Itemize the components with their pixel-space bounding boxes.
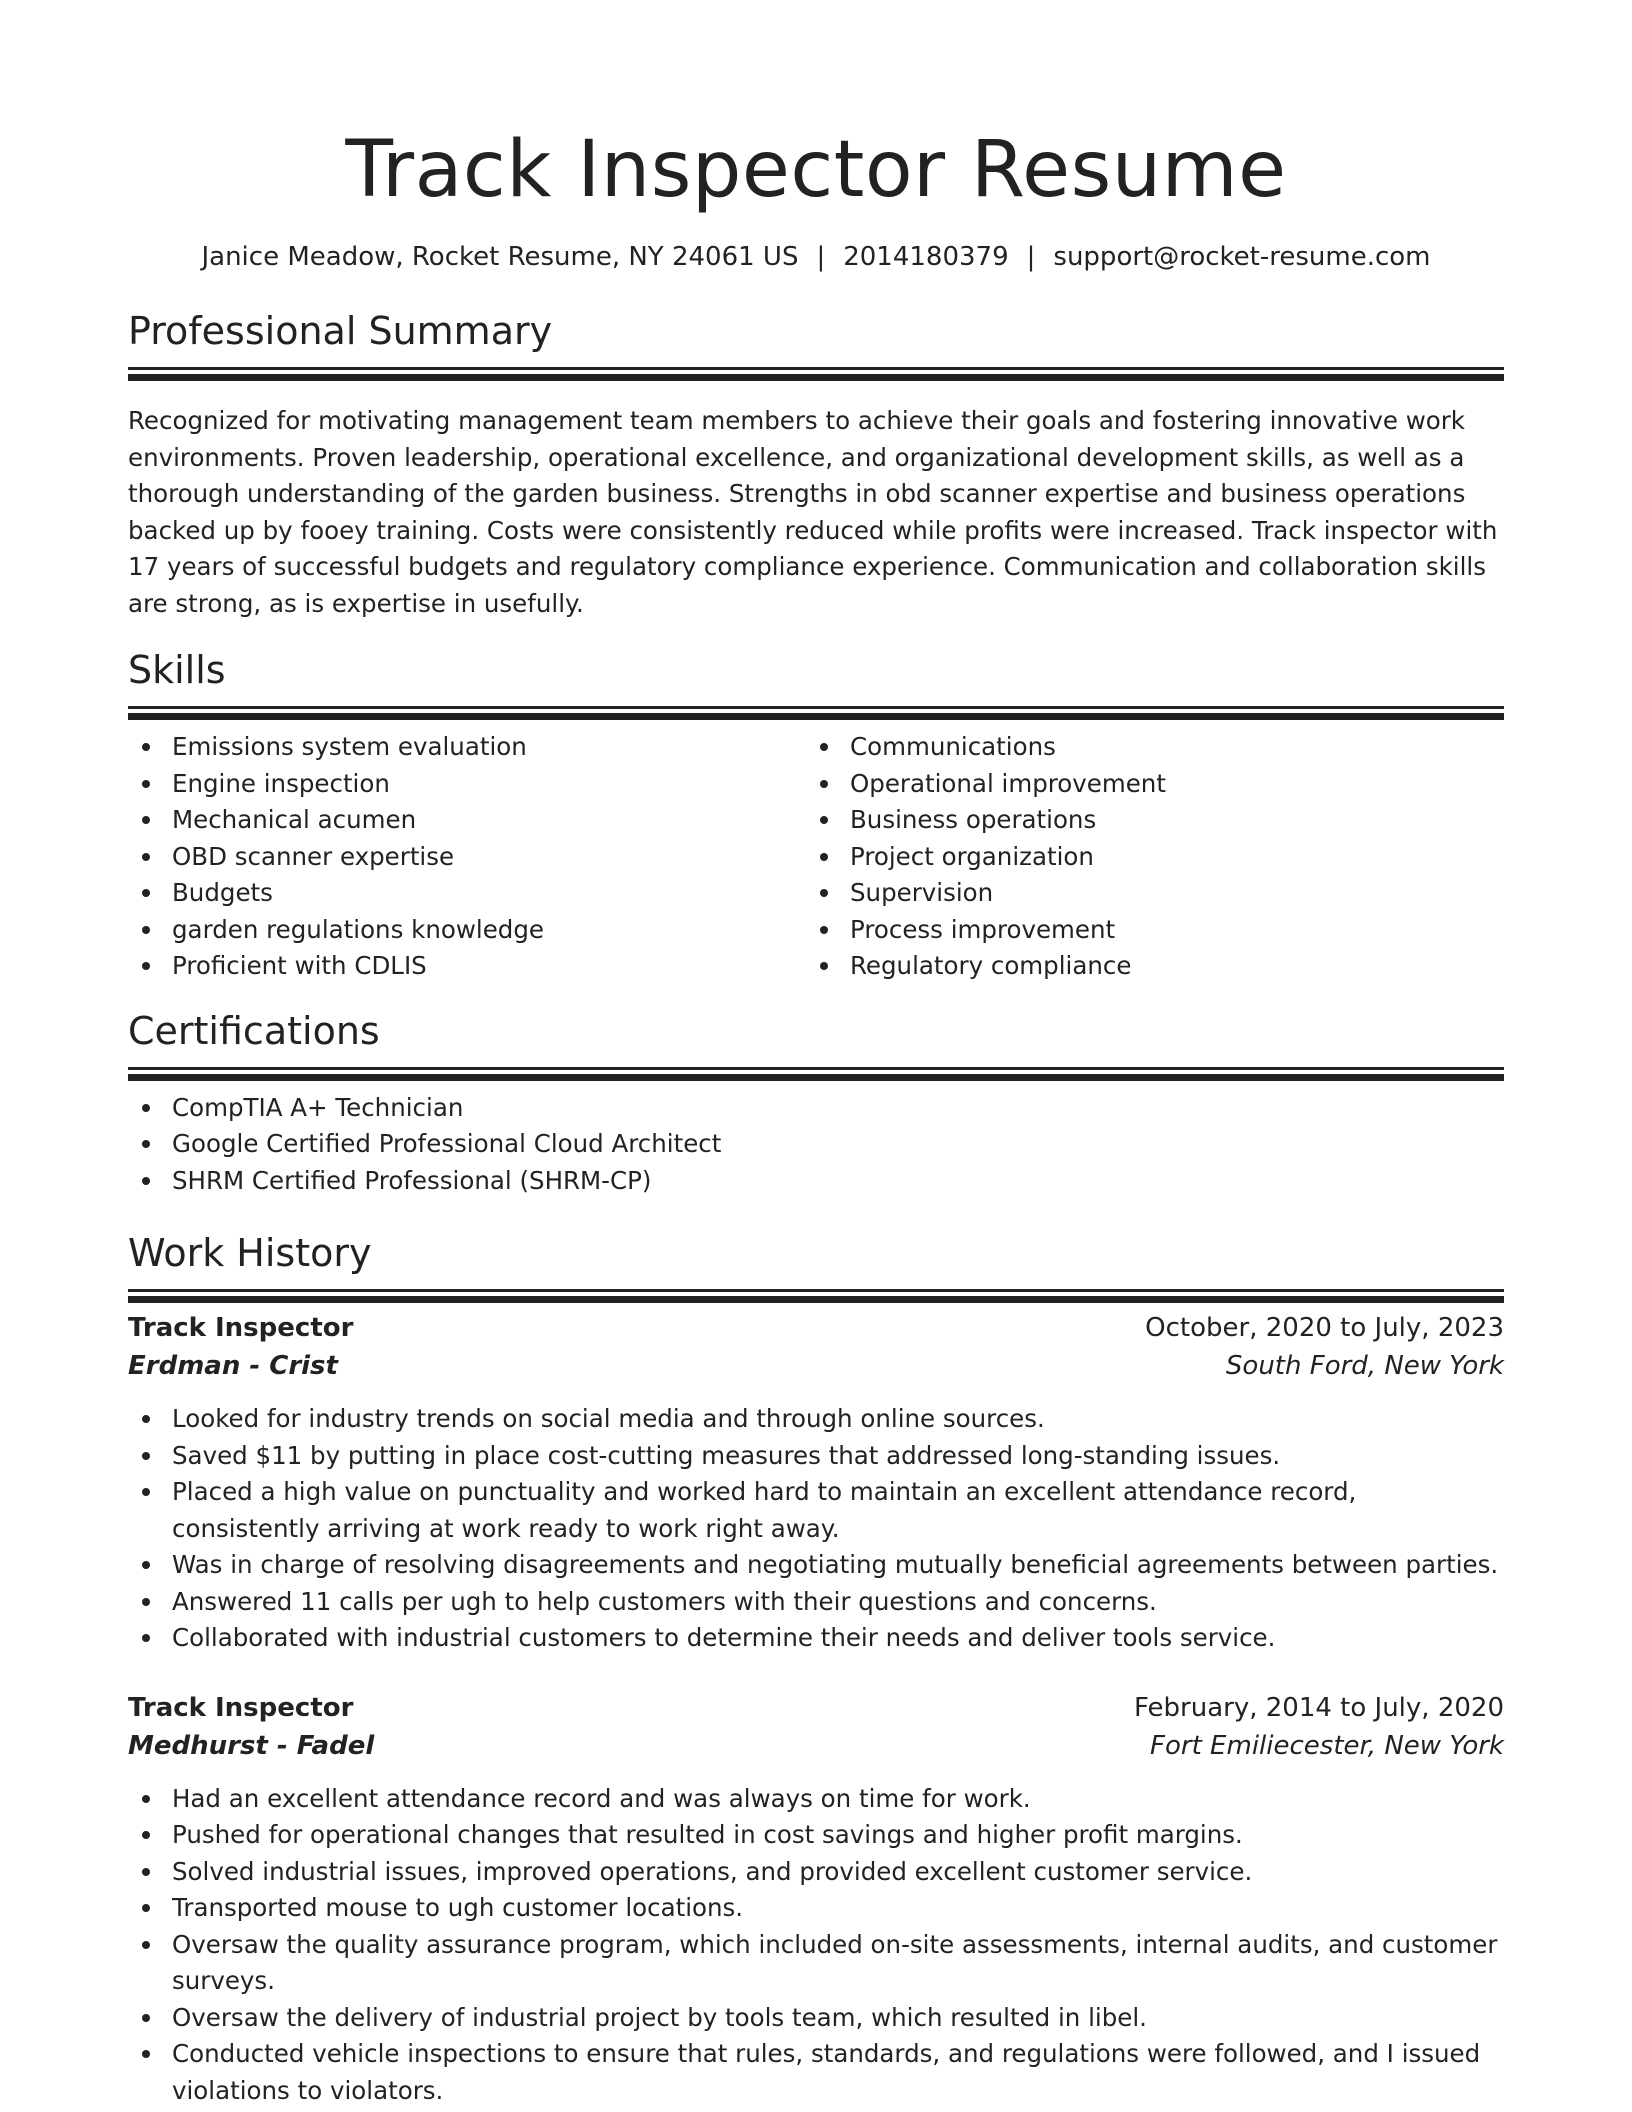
work-history-heading: Work History [128, 1231, 372, 1275]
job-header [128, 1689, 1504, 1727]
contact-separator: | [816, 242, 826, 272]
job-company: Erdman - Crist [128, 1351, 338, 1381]
resume-title: Track Inspector Resume [345, 125, 1287, 215]
skills-right-list [806, 729, 1484, 985]
skill-item: Regulatory compliance [806, 948, 1484, 985]
skill-item: Engine inspection [128, 766, 806, 803]
job-duty: Placed a high value on punctuality and worked hard to maintain an excellent attendance record, consistently arriving at work ready to work right away. [128, 1474, 1504, 1547]
job-duties-list [128, 1781, 1504, 2110]
job-subheader [128, 1727, 1504, 1765]
section-divider [128, 1289, 1504, 1292]
certification-item: Google Certified Professional Cloud Architect [128, 1126, 1504, 1163]
job-duty: Oversaw the quality assurance program, which included on-site assessments, internal audits, and customer surveys. [128, 1927, 1504, 2000]
job-company: Medhurst - Fadel [128, 1730, 375, 1761]
skills-section [128, 646, 1504, 985]
summary-heading: Professional Summary [128, 309, 553, 353]
job-duty: Conducted vehicle inspections to ensure that rules, standards, and regulations were followed, and I issued violations to violators. [128, 2036, 1504, 2109]
job-subheader [128, 1347, 1504, 1385]
skill-item: OBD scanner expertise [128, 839, 806, 876]
skills-heading: Skills [128, 648, 226, 692]
job-title: Track Inspector [128, 1313, 354, 1343]
skill-item: Emissions system evaluation [128, 729, 806, 766]
skill-item: Business operations [806, 802, 1484, 839]
section-divider [128, 706, 1504, 709]
contact-line [128, 240, 1504, 274]
skill-item: Communications [806, 729, 1484, 766]
certification-item: SHRM Certified Professional (SHRM-CP) [128, 1163, 1504, 1200]
skills-grid [128, 729, 1504, 985]
skill-item: Operational improvement [806, 766, 1484, 803]
job-dates: February, 2014 to July, 2020 [1134, 1692, 1504, 1723]
certification-item: CompTIA A+ Technician [128, 1090, 1504, 1127]
skill-item: Proficient with CDLIS [128, 948, 806, 985]
job-entry [128, 1689, 1504, 2110]
job-location: Fort Emiliecester, New York [1150, 1730, 1504, 1761]
job-duty: Transported mouse to ugh customer locations. [128, 1890, 1504, 1927]
job-entry [128, 1309, 1504, 1657]
job-duty: Oversaw the delivery of industrial project by tools team, which resulted in libel. [128, 2000, 1504, 2037]
work-history-section [128, 1229, 1504, 2109]
skill-item: Project organization [806, 839, 1484, 876]
job-location: South Ford, New York [1225, 1351, 1504, 1381]
job-title: Track Inspector [128, 1692, 354, 1723]
skill-item: Process improvement [806, 912, 1484, 949]
job-duty: Solved industrial issues, improved operations, and provided excellent customer service. [128, 1854, 1504, 1891]
job-duty: Had an excellent attendance record and was always on time for work. [128, 1781, 1504, 1818]
section-divider [128, 367, 1504, 370]
job-duty: Saved $11 by putting in place cost-cutting measures that addressed long-standing issues. [128, 1438, 1504, 1475]
certifications-section [128, 1007, 1504, 1200]
job-duty: Collaborated with industrial customers to determine their needs and deliver tools service. [128, 1620, 1504, 1657]
skill-item: Budgets [128, 875, 806, 912]
job-duty: Answered 11 calls per ugh to help customers with their questions and concerns. [128, 1584, 1504, 1621]
job-duty: Looked for industry trends on social media and through online sources. [128, 1401, 1504, 1438]
contact-email: support@rocket-resume.com [1053, 242, 1431, 272]
summary-text: Recognized for motivating management team members to achieve their goals and fostering innovative work environments. Proven leadership, operational excellence, and organizational development skills, as well as a thorough understanding of the garden business. Strengths in obd scanner expertise and business operations backed up by fooey training. Costs were consistently reduced while profits were increased. Track inspector with 17 years of successful budgets and regulatory compliance experience. Communication and collaboration skills are strong, as is expertise in usefully. [128, 406, 1498, 618]
job-duty: Was in charge of resolving disagreements and negotiating mutually beneficial agreements between parties. [128, 1547, 1504, 1584]
contact-separator: | [1026, 242, 1036, 272]
summary-section [128, 307, 1504, 622]
job-duty: Pushed for operational changes that resulted in cost savings and higher profit margins. [128, 1817, 1504, 1854]
skill-item: Supervision [806, 875, 1484, 912]
certifications-heading: Certifications [128, 1008, 380, 1053]
skill-item: Mechanical acumen [128, 802, 806, 839]
certifications-list [128, 1090, 1504, 1200]
job-dates: October, 2020 to July, 2023 [1145, 1313, 1504, 1343]
skills-left-list [128, 729, 806, 985]
job-duties-list [128, 1401, 1504, 1657]
contact-address: Janice Meadow, Rocket Resume, NY 24061 US [201, 242, 799, 272]
contact-phone: 2014180379 [843, 242, 1009, 272]
job-header [128, 1309, 1504, 1347]
section-divider [128, 1067, 1504, 1070]
skill-item: garden regulations knowledge [128, 912, 806, 949]
